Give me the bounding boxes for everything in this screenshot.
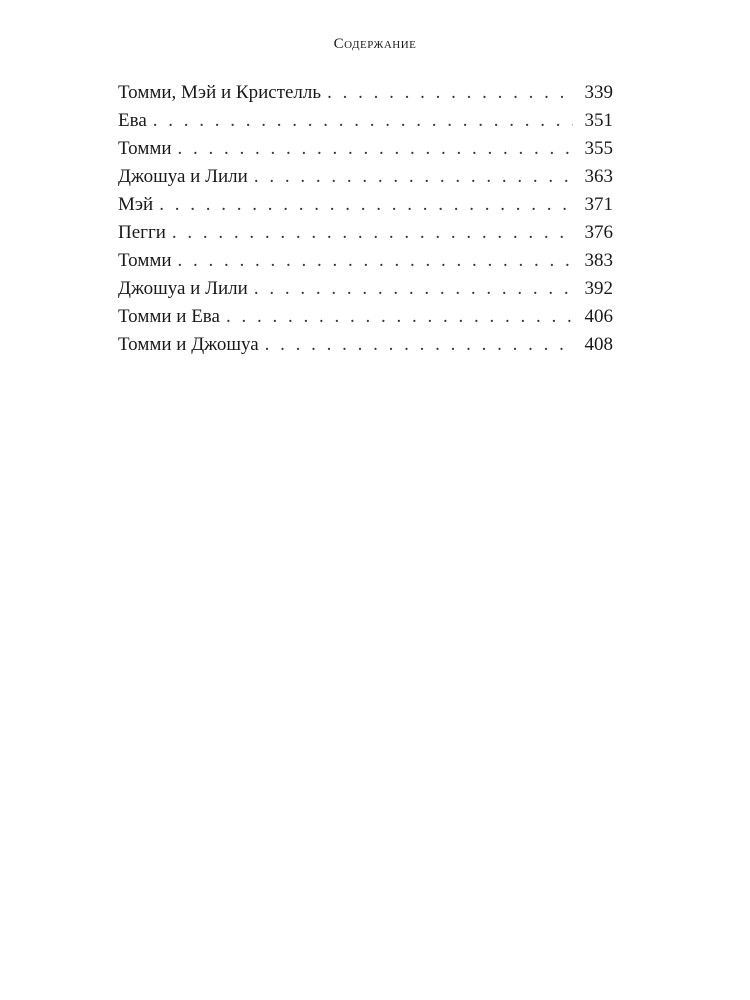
toc-entry-title: Джошуа и Лили: [118, 278, 248, 299]
toc-dot-leader: [254, 163, 573, 191]
toc-dot-leader: [327, 79, 573, 107]
toc-entry-page: 383: [584, 250, 613, 271]
toc-entry-page: 406: [584, 306, 613, 327]
toc-entry: [118, 219, 613, 247]
toc-entry: [118, 135, 613, 163]
toc-entry-page: 363: [584, 166, 613, 187]
toc-entry-page: 392: [584, 278, 613, 299]
toc-entry-title: Томми и Ева: [118, 306, 220, 327]
toc-entry: [118, 163, 613, 191]
toc-entry: [118, 79, 613, 107]
toc-entry: [118, 247, 613, 275]
toc-entry-page: 339: [584, 82, 613, 103]
toc-dot-leader: [265, 331, 573, 359]
toc-entry: [118, 107, 613, 135]
toc-dot-leader: [153, 107, 573, 135]
toc-entry-page: 376: [584, 222, 613, 243]
toc-entry: [118, 191, 613, 219]
toc-entry-title: Томми: [118, 250, 172, 271]
toc-entry-title: Томми, Мэй и Кристелль: [118, 82, 322, 103]
page-heading: Содержание: [333, 36, 417, 52]
toc-entry: [118, 331, 613, 359]
toc-entry-title: Мэй: [118, 194, 154, 215]
toc-entry-title: Томми: [118, 138, 172, 159]
toc-entry-title: Томми и Джошуа: [118, 334, 259, 355]
toc-entry-page: 371: [584, 194, 613, 215]
toc-entry-title: Пегги: [118, 222, 166, 243]
toc-dot-leader: [172, 219, 573, 247]
toc-entry: [118, 275, 613, 303]
toc-dot-leader: [254, 275, 573, 303]
toc-entry-title: Джошуа и Лили: [118, 166, 248, 187]
toc-dot-leader: [226, 303, 573, 331]
toc-dot-leader: [178, 247, 573, 275]
toc-entry-page: 351: [584, 110, 613, 131]
toc-entry-title: Ева: [118, 110, 147, 131]
toc-dot-leader: [178, 135, 573, 163]
toc-dot-leader: [159, 191, 573, 219]
toc-entry: [118, 303, 613, 331]
table-of-contents: [118, 79, 613, 359]
toc-entry-page: 408: [584, 334, 613, 355]
toc-entry-page: 355: [584, 138, 613, 159]
